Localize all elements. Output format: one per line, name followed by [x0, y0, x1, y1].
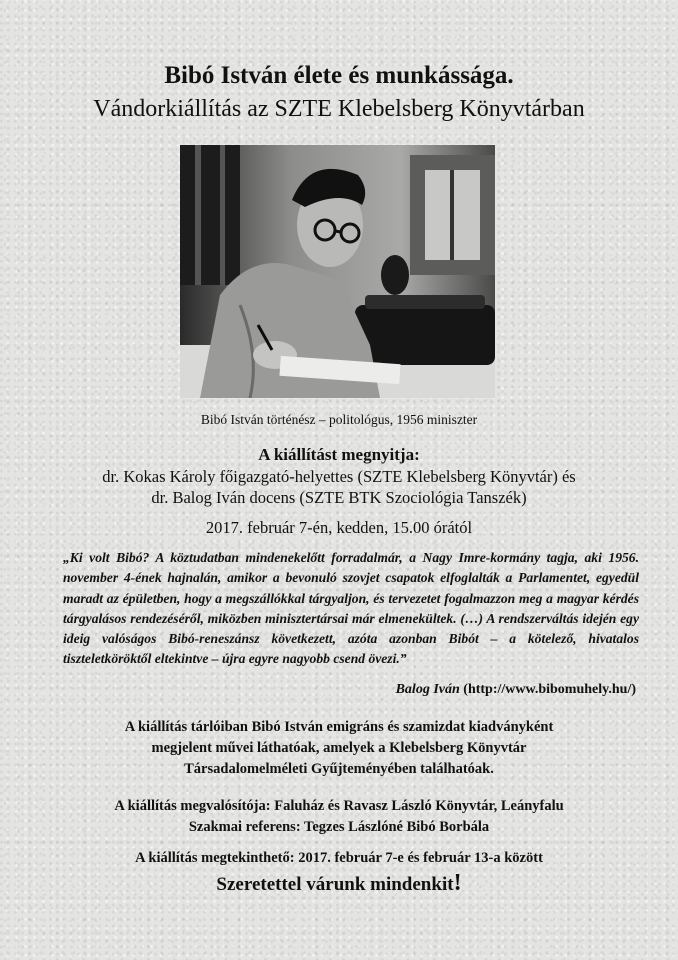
- welcome-exclamation: !: [453, 870, 462, 896]
- opening-heading: A kiállítást megnyitja:: [258, 445, 420, 464]
- opening-date: 2017. február 7-én, kedden, 15.00 órától: [205, 518, 473, 537]
- portrait-illustration: [180, 145, 495, 398]
- poster-subtitle: Vándorkiállítás az SZTE Klebelsberg Könyvtárban: [93, 96, 585, 122]
- exhibit-credits: [0, 796, 678, 838]
- welcome-text: Szeretettel várunk mindenkit: [216, 874, 454, 895]
- poster-title: Bibó István élete és munkássága.: [164, 62, 514, 89]
- quote-source: (http://www.bibomuhely.hu/): [463, 682, 636, 697]
- exhibit-description-line: Társadalomelméleti Gyűjteményében találhatóak.: [184, 761, 494, 777]
- quote-text: „Ki volt Bibó? A köztudatban mindenekelőtt forradalmár, a Nagy Imre-kormány tagja, aki 1956. november 4-ének hajnalán, amikor a bevonuló szovjet csapatok elfoglalták a Parlamentet, egyedül maradt az épületben, hogy a megszállókkal tárgyaljon, és tervezetet fogalmazzon meg a magyar kérdés tárgyalásos rendezéséről, miközben minisztertársai már elmenekültek. (…) A rendszerváltás idején egy ideig valóságos Bibó-reneszánsz következett, azóta azonban Bibót – a kötelező, hivatalos tiszteletköröktől eltekintve – újra egyre nagyobb csend övezi.”: [63, 550, 639, 667]
- opening-speaker-1: dr. Kokas Károly főigazgató-helyettes (SZTE Klebelsberg Könyvtár) és: [102, 467, 576, 486]
- quote-attribution: [396, 682, 636, 698]
- organizer-line: A kiállítás megvalósítója: Faluház és Ravasz László Könyvtár, Leányfalu: [114, 798, 564, 814]
- viewing-dates: A kiállítás megtekinthető: 2017. február 7-e és február 13-a között: [135, 850, 543, 866]
- portrait-photo: [180, 145, 495, 398]
- exhibit-description-line: megjelent művei láthatóak, amelyek a Klebelsberg Könyvtár: [151, 740, 527, 756]
- welcome-message: [0, 870, 678, 897]
- photo-caption: Bibó István történész – politológus, 1956 miniszter: [200, 412, 478, 427]
- exhibit-description: [0, 717, 678, 780]
- referent-line: Szakmai referens: Tegzes Lászlóné Bibó Borbála: [188, 819, 490, 835]
- quote-author: Balog Iván: [395, 682, 460, 697]
- exhibit-description-line: A kiállítás tárlóiban Bibó István emigráns és szamizdat kiadványként: [124, 719, 554, 735]
- opening-speaker-2: dr. Balog Iván docens (SZTE BTK Szociológia Tanszék): [151, 488, 527, 507]
